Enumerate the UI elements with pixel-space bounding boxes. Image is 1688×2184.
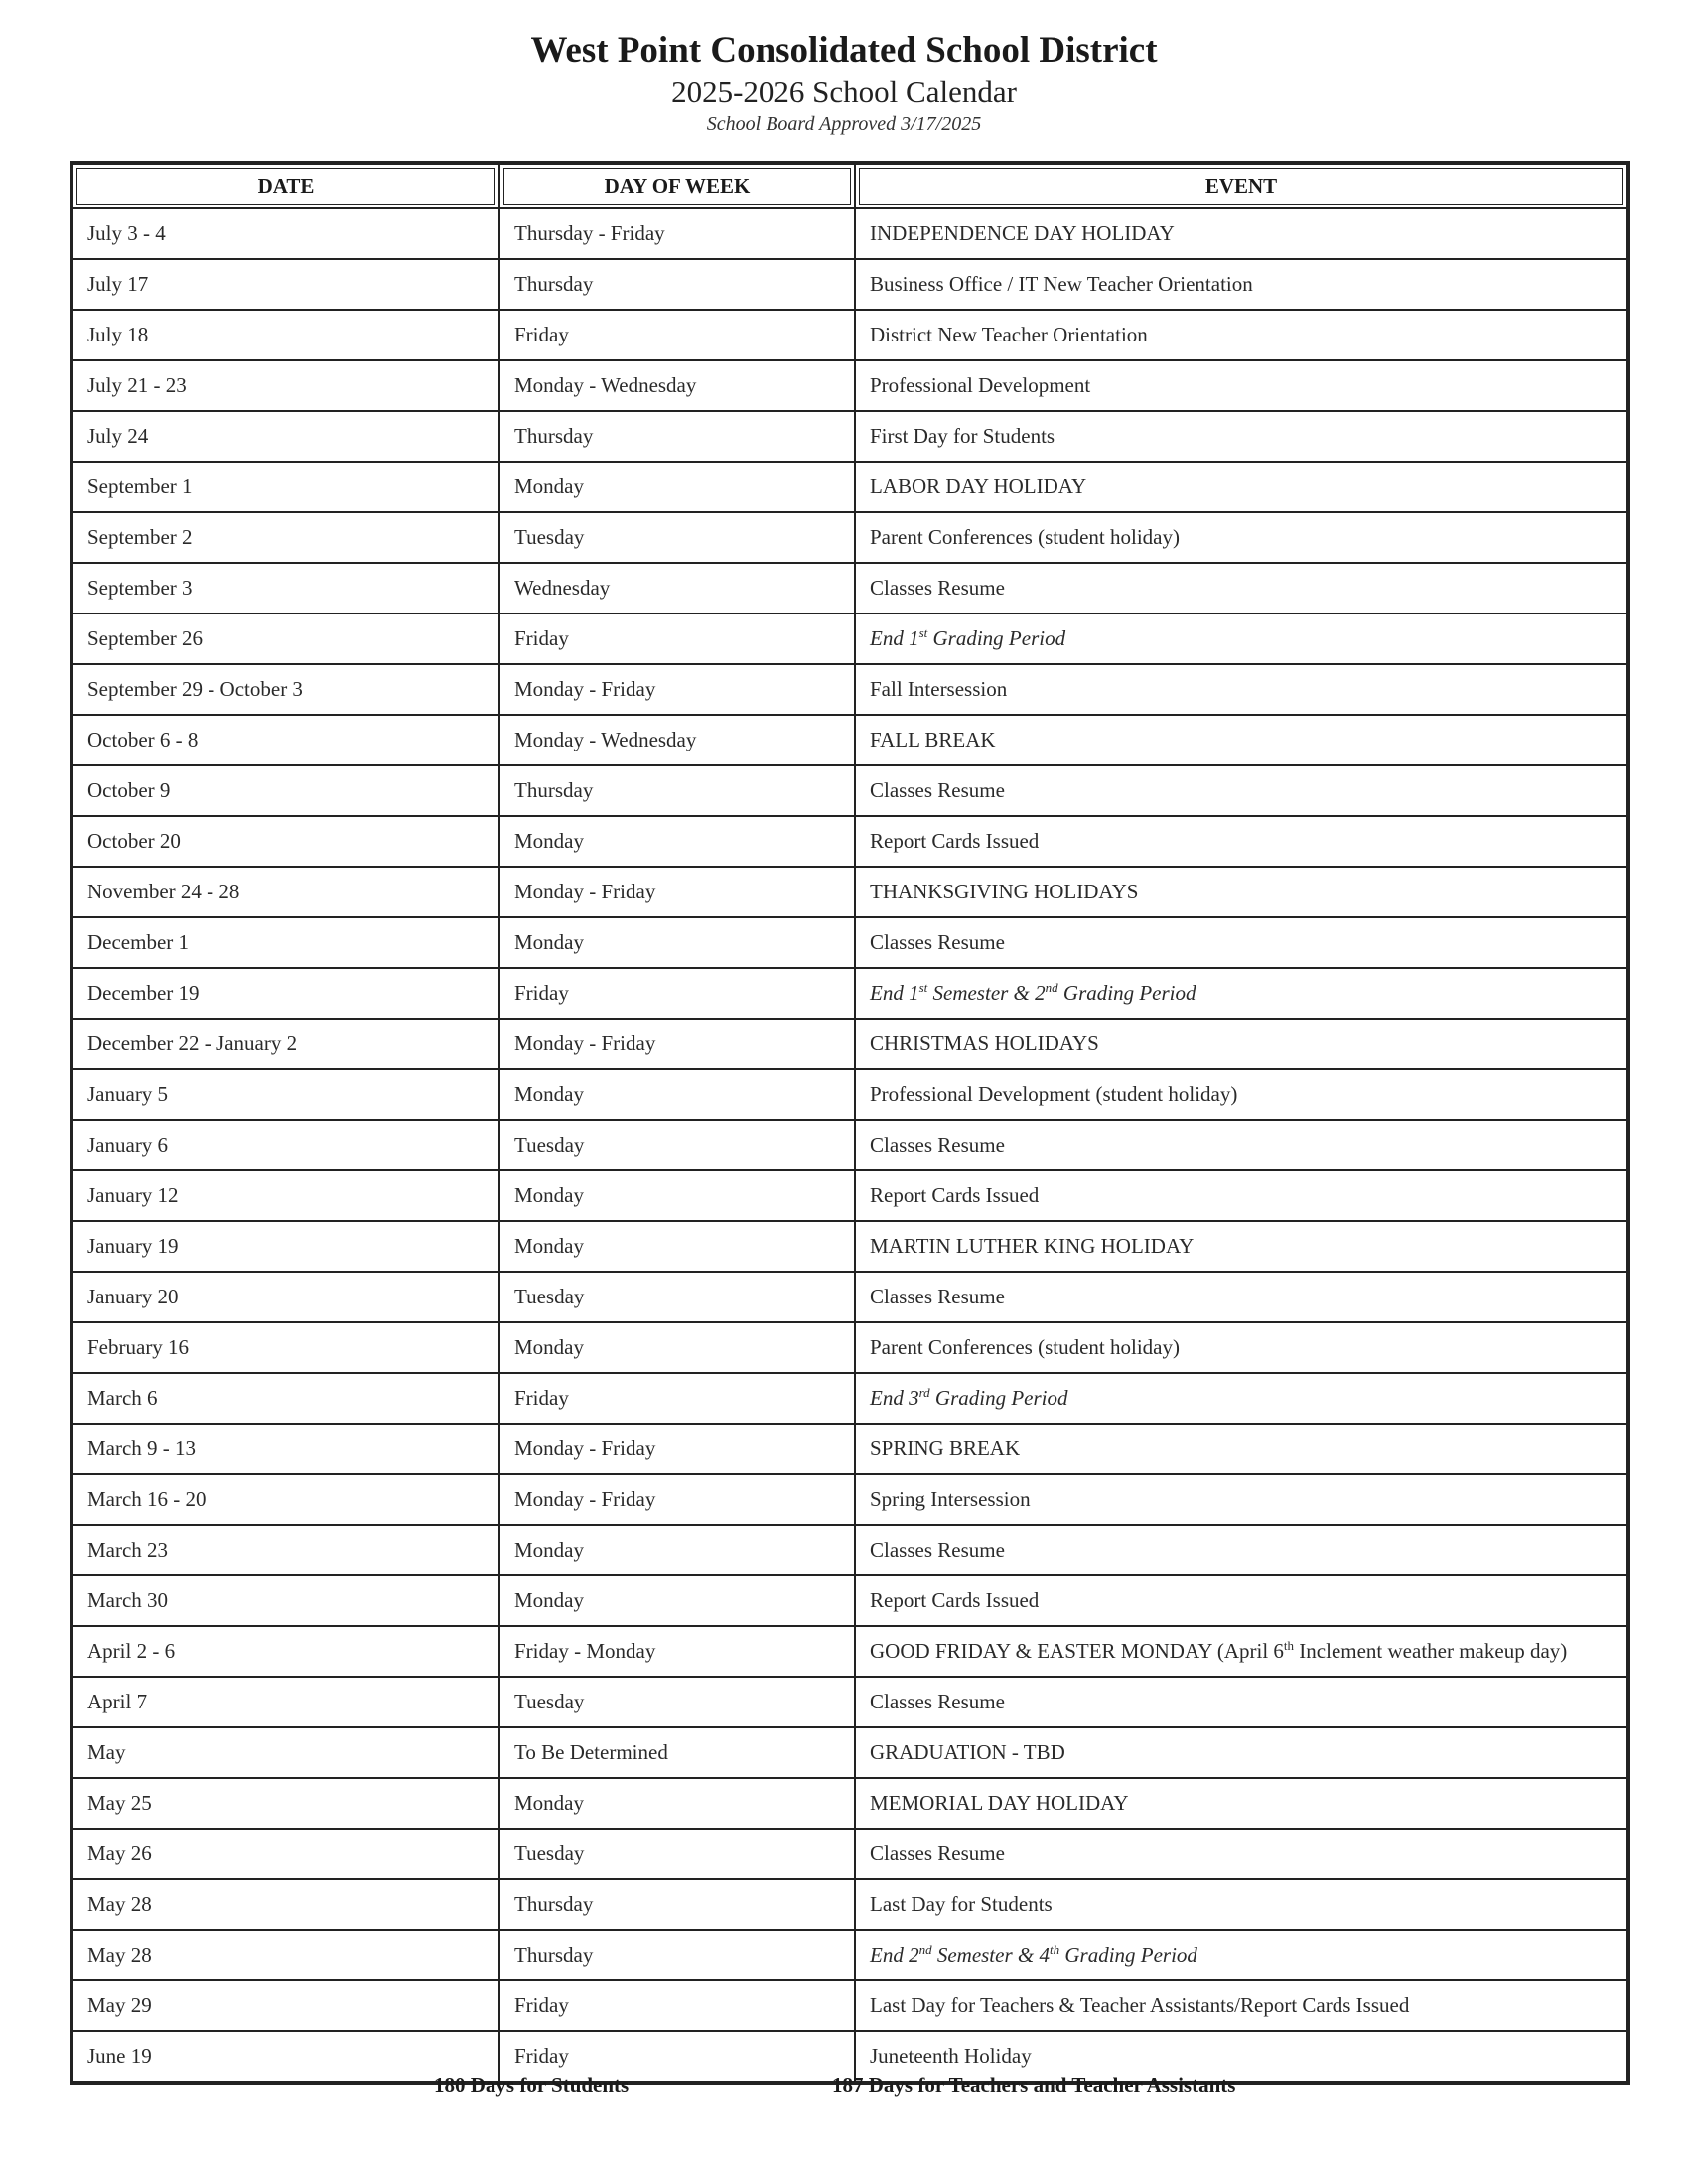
row-day-of-week: Thursday xyxy=(499,765,855,816)
row-day-of-week: Thursday - Friday xyxy=(499,208,855,259)
table-row xyxy=(72,512,1627,563)
row-date: March 16 - 20 xyxy=(72,1474,499,1525)
row-date: May 29 xyxy=(72,1980,499,2031)
table-row xyxy=(72,1373,1627,1424)
row-day-of-week: Friday xyxy=(499,614,855,664)
row-date: July 3 - 4 xyxy=(72,208,499,259)
row-event: Fall Intersession xyxy=(855,664,1627,715)
row-event: Professional Development (student holiday) xyxy=(855,1069,1627,1120)
table-row xyxy=(72,1474,1627,1525)
row-day-of-week: Monday - Wednesday xyxy=(499,360,855,411)
row-date: March 6 xyxy=(72,1373,499,1424)
row-event: THANKSGIVING HOLIDAYS xyxy=(855,867,1627,917)
row-event: Classes Resume xyxy=(855,563,1627,614)
table-row xyxy=(72,360,1627,411)
row-day-of-week: Monday xyxy=(499,1322,855,1373)
page-subtitle: 2025-2026 School Calendar xyxy=(671,74,1017,109)
table-row xyxy=(72,1575,1627,1626)
row-event: GOOD FRIDAY & EASTER MONDAY (April 6th Inclement weather makeup day) xyxy=(855,1626,1627,1677)
row-date: March 9 - 13 xyxy=(72,1424,499,1474)
row-event: End 1st Grading Period xyxy=(855,614,1627,664)
table-row xyxy=(72,1626,1627,1677)
row-date: July 21 - 23 xyxy=(72,360,499,411)
row-event: MEMORIAL DAY HOLIDAY xyxy=(855,1778,1627,1829)
row-day-of-week: Monday xyxy=(499,1778,855,1829)
row-day-of-week: Monday - Wednesday xyxy=(499,715,855,765)
row-event: LABOR DAY HOLIDAY xyxy=(855,462,1627,512)
row-date: July 17 xyxy=(72,259,499,310)
table-row xyxy=(72,917,1627,968)
row-event: First Day for Students xyxy=(855,411,1627,462)
row-event: Last Day for Students xyxy=(855,1879,1627,1930)
table-row xyxy=(72,462,1627,512)
table-row xyxy=(72,1829,1627,1879)
table-row xyxy=(72,765,1627,816)
row-event: Professional Development xyxy=(855,360,1627,411)
row-day-of-week: Friday xyxy=(499,310,855,360)
row-event: Last Day for Teachers & Teacher Assistants/Report Cards Issued xyxy=(855,1980,1627,2031)
row-date: February 16 xyxy=(72,1322,499,1373)
row-date: March 23 xyxy=(72,1525,499,1575)
student-days-total: 180 Days for Students xyxy=(434,2073,630,2097)
row-day-of-week: Wednesday xyxy=(499,563,855,614)
row-day-of-week: Tuesday xyxy=(499,512,855,563)
row-event: Classes Resume xyxy=(855,1525,1627,1575)
column-header-day: DAY OF WEEK xyxy=(499,164,855,208)
row-event: District New Teacher Orientation xyxy=(855,310,1627,360)
table-row xyxy=(72,1069,1627,1120)
row-day-of-week: Monday - Friday xyxy=(499,664,855,715)
table-row xyxy=(72,1980,1627,2031)
row-event: Report Cards Issued xyxy=(855,1575,1627,1626)
row-day-of-week: Tuesday xyxy=(499,1120,855,1170)
row-date: May 26 xyxy=(72,1829,499,1879)
row-day-of-week: Friday xyxy=(499,2031,855,2082)
row-day-of-week: Monday xyxy=(499,1221,855,1272)
table-row xyxy=(72,310,1627,360)
row-day-of-week: Thursday xyxy=(499,1879,855,1930)
row-event: Classes Resume xyxy=(855,765,1627,816)
row-event: MARTIN LUTHER KING HOLIDAY xyxy=(855,1221,1627,1272)
table-row xyxy=(72,664,1627,715)
row-event: Classes Resume xyxy=(855,1272,1627,1322)
row-date: September 26 xyxy=(72,614,499,664)
row-day-of-week: Monday - Friday xyxy=(499,867,855,917)
row-date: July 18 xyxy=(72,310,499,360)
row-date: April 2 - 6 xyxy=(72,1626,499,1677)
row-event: SPRING BREAK xyxy=(855,1424,1627,1474)
table-row xyxy=(72,1727,1627,1778)
table-row xyxy=(72,1170,1627,1221)
table-row xyxy=(72,1019,1627,1069)
row-date: January 20 xyxy=(72,1272,499,1322)
row-day-of-week: Thursday xyxy=(499,1930,855,1980)
row-event: Parent Conferences (student holiday) xyxy=(855,1322,1627,1373)
table-row xyxy=(72,411,1627,462)
row-day-of-week: Monday - Friday xyxy=(499,1474,855,1525)
row-date: September 2 xyxy=(72,512,499,563)
row-day-of-week: Monday - Friday xyxy=(499,1424,855,1474)
row-date: January 6 xyxy=(72,1120,499,1170)
row-date: May xyxy=(72,1727,499,1778)
row-date: October 6 - 8 xyxy=(72,715,499,765)
row-day-of-week: Thursday xyxy=(499,259,855,310)
row-day-of-week: Monday xyxy=(499,1575,855,1626)
row-event: End 3rd Grading Period xyxy=(855,1373,1627,1424)
row-day-of-week: Thursday xyxy=(499,411,855,462)
row-day-of-week: Monday xyxy=(499,1170,855,1221)
row-event: GRADUATION - TBD xyxy=(855,1727,1627,1778)
row-event: Classes Resume xyxy=(855,1677,1627,1727)
table-row xyxy=(72,867,1627,917)
row-day-of-week: Monday xyxy=(499,917,855,968)
row-day-of-week: Tuesday xyxy=(499,1829,855,1879)
table-row xyxy=(72,1120,1627,1170)
row-date: July 24 xyxy=(72,411,499,462)
row-day-of-week: To Be Determined xyxy=(499,1727,855,1778)
approval-note: School Board Approved 3/17/2025 xyxy=(706,113,982,135)
row-event: Report Cards Issued xyxy=(855,816,1627,867)
row-day-of-week: Friday xyxy=(499,1373,855,1424)
row-event: FALL BREAK xyxy=(855,715,1627,765)
table-row xyxy=(72,968,1627,1019)
row-date: November 24 - 28 xyxy=(72,867,499,917)
row-day-of-week: Monday - Friday xyxy=(499,1019,855,1069)
row-day-of-week: Tuesday xyxy=(499,1272,855,1322)
row-event: Business Office / IT New Teacher Orientation xyxy=(855,259,1627,310)
teacher-days-total: 187 Days for Teachers and Teacher Assistants xyxy=(832,2073,1236,2097)
row-date: January 12 xyxy=(72,1170,499,1221)
row-day-of-week: Friday xyxy=(499,1980,855,2031)
table-row xyxy=(72,1930,1627,1980)
row-event: INDEPENDENCE DAY HOLIDAY xyxy=(855,208,1627,259)
table-row xyxy=(72,1677,1627,1727)
row-day-of-week: Monday xyxy=(499,816,855,867)
table-row xyxy=(72,1525,1627,1575)
row-day-of-week: Friday - Monday xyxy=(499,1626,855,1677)
table-row xyxy=(72,1221,1627,1272)
table-row xyxy=(72,259,1627,310)
row-day-of-week: Monday xyxy=(499,1069,855,1120)
row-event: Report Cards Issued xyxy=(855,1170,1627,1221)
row-event: Classes Resume xyxy=(855,1120,1627,1170)
row-event: CHRISTMAS HOLIDAYS xyxy=(855,1019,1627,1069)
row-date: September 29 - October 3 xyxy=(72,664,499,715)
page-title: West Point Consolidated School District xyxy=(530,30,1158,70)
table-row xyxy=(72,563,1627,614)
row-date: September 3 xyxy=(72,563,499,614)
calendar-table xyxy=(70,161,1630,2085)
table-row xyxy=(72,715,1627,765)
table-row xyxy=(72,1272,1627,1322)
row-event: Spring Intersession xyxy=(855,1474,1627,1525)
row-date: January 5 xyxy=(72,1069,499,1120)
row-date: October 9 xyxy=(72,765,499,816)
table-row xyxy=(72,208,1627,259)
row-event: Classes Resume xyxy=(855,1829,1627,1879)
row-date: May 28 xyxy=(72,1930,499,1980)
row-date: September 1 xyxy=(72,462,499,512)
row-day-of-week: Monday xyxy=(499,462,855,512)
row-event: Classes Resume xyxy=(855,917,1627,968)
row-event: Juneteenth Holiday xyxy=(855,2031,1627,2082)
row-event: Parent Conferences (student holiday) xyxy=(855,512,1627,563)
row-date: May 25 xyxy=(72,1778,499,1829)
row-event: End 1st Semester & 2nd Grading Period xyxy=(855,968,1627,1019)
column-header-event: EVENT xyxy=(855,164,1627,208)
row-event: End 2nd Semester & 4th Grading Period xyxy=(855,1930,1627,1980)
table-header-row xyxy=(72,164,1627,208)
row-date: December 1 xyxy=(72,917,499,968)
table-row xyxy=(72,614,1627,664)
table-row xyxy=(72,1879,1627,1930)
column-header-date: DATE xyxy=(72,164,499,208)
table-row xyxy=(72,816,1627,867)
table-row xyxy=(72,1778,1627,1829)
row-date: October 20 xyxy=(72,816,499,867)
row-day-of-week: Tuesday xyxy=(499,1677,855,1727)
row-date: January 19 xyxy=(72,1221,499,1272)
table-row xyxy=(72,1424,1627,1474)
row-date: June 19 xyxy=(72,2031,499,2082)
row-date: March 30 xyxy=(72,1575,499,1626)
calendar-header xyxy=(0,28,1688,137)
row-day-of-week: Friday xyxy=(499,968,855,1019)
row-date: May 28 xyxy=(72,1879,499,1930)
row-day-of-week: Monday xyxy=(499,1525,855,1575)
row-date: December 19 xyxy=(72,968,499,1019)
row-date: December 22 - January 2 xyxy=(72,1019,499,1069)
row-date: April 7 xyxy=(72,1677,499,1727)
table-row xyxy=(72,1322,1627,1373)
